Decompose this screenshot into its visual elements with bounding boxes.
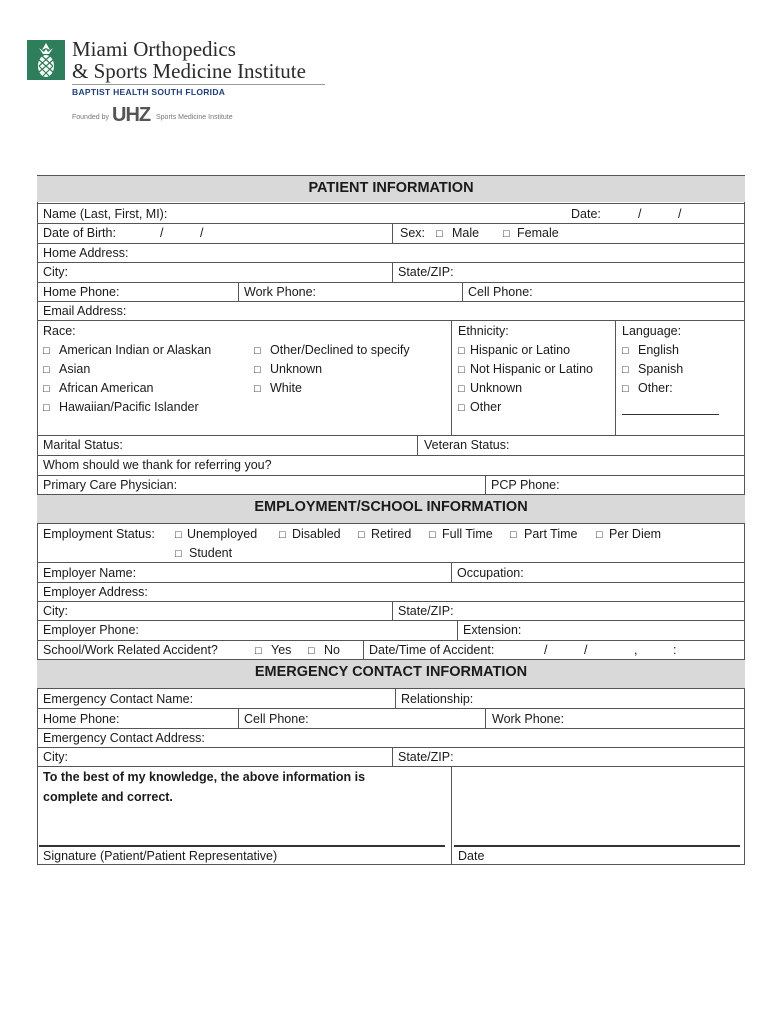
employment-status-label: Employment Status:: [43, 527, 155, 541]
employment-header: EMPLOYMENT/SCHOOL INFORMATION: [37, 495, 745, 523]
row-line: [37, 494, 745, 495]
emergency-name-label: Emergency Contact Name:: [43, 692, 194, 706]
emergency-header: EMERGENCY CONTACT INFORMATION: [37, 660, 745, 688]
row-line: [37, 455, 745, 456]
col-line: [395, 688, 396, 708]
referral-label: Whom should we thank for referring you?: [43, 458, 272, 472]
accident-no-option: No: [324, 643, 340, 657]
row-line: [37, 475, 745, 476]
race-checkbox[interactable]: □: [43, 364, 50, 376]
race-option: Hawaiian/Pacific Islander: [59, 400, 199, 414]
race-option: White: [270, 381, 302, 395]
logo-line-2: & Sports Medicine Institute: [72, 59, 306, 83]
state-zip-label: State/ZIP:: [398, 265, 454, 279]
col-line: [451, 320, 452, 435]
ethnicity-option: Unknown: [470, 381, 523, 395]
uhz-logo: UHZ: [112, 104, 151, 126]
row-line: [37, 320, 745, 321]
race-label: Race:: [43, 324, 76, 338]
signature-date-label: Date: [458, 849, 485, 863]
employment-checkbox[interactable]: □: [429, 529, 436, 541]
accident-date-slash: /: [544, 643, 548, 657]
language-other-line[interactable]: [622, 414, 719, 415]
accident-no-checkbox[interactable]: □: [308, 645, 315, 657]
race-checkbox[interactable]: □: [43, 345, 50, 357]
uhz-subtitle: Sports Medicine Institute: [156, 114, 233, 121]
race-option: Unknown: [270, 362, 323, 376]
race-option: Asian: [59, 362, 91, 376]
employment-option: Student: [189, 546, 233, 560]
accident-time-colon: :: [673, 643, 677, 657]
language-checkbox[interactable]: □: [622, 383, 629, 395]
home-phone-label: Home Phone:: [43, 285, 120, 299]
patient-info-header: PATIENT INFORMATION: [37, 176, 745, 202]
row-line: [37, 747, 745, 748]
ethnicity-label: Ethnicity:: [458, 324, 509, 338]
date-slash: /: [678, 207, 682, 221]
emergency-address-label: Emergency Contact Address:: [43, 731, 205, 745]
col-line: [457, 620, 458, 640]
emergency-cell-phone-label: Cell Phone:: [244, 712, 309, 726]
employment-option: Disabled: [292, 527, 341, 541]
col-line: [485, 708, 486, 728]
language-option: English: [638, 343, 679, 357]
col-line: [451, 562, 452, 582]
row-line: [37, 223, 745, 224]
employment-option: Part Time: [524, 527, 578, 541]
ethnicity-checkbox[interactable]: □: [458, 402, 465, 414]
accident-datetime-label: Date/Time of Accident:: [369, 643, 495, 657]
row-line: [37, 601, 745, 602]
race-checkbox[interactable]: □: [254, 383, 261, 395]
extension-label: Extension:: [463, 623, 522, 637]
date-slash: /: [638, 207, 642, 221]
language-label: Language:: [622, 324, 682, 338]
logo-divider: [72, 84, 325, 85]
home-address-label: Home Address:: [43, 246, 129, 260]
accident-date-slash: /: [584, 643, 588, 657]
name-field-label: Name (Last, First, MI):: [43, 207, 168, 221]
row-line: [37, 523, 745, 524]
ethnicity-checkbox[interactable]: □: [458, 383, 465, 395]
pineapple-icon: [27, 40, 65, 80]
col-line: [615, 320, 616, 435]
dob-slash: /: [160, 226, 164, 240]
employer-phone-label: Employer Phone:: [43, 623, 139, 637]
ethnicity-option: Other: [470, 400, 502, 414]
dob-slash: /: [200, 226, 204, 240]
col-line: [392, 223, 393, 243]
row-line: [37, 582, 745, 583]
col-line: [417, 435, 418, 455]
attestation-line-1: To the best of my knowledge, the above information is: [43, 770, 366, 784]
female-checkbox[interactable]: □: [503, 228, 510, 240]
occupation-label: Occupation:: [457, 566, 524, 580]
employment-checkbox[interactable]: □: [510, 529, 517, 541]
race-checkbox[interactable]: □: [43, 402, 50, 414]
employment-checkbox[interactable]: □: [358, 529, 365, 541]
row-line: [37, 203, 745, 204]
col-line: [451, 766, 452, 865]
male-option: Male: [452, 226, 480, 240]
language-option: Other:: [638, 381, 673, 395]
ethnicity-checkbox[interactable]: □: [458, 345, 465, 357]
race-option: Other/Declined to specify: [270, 343, 410, 357]
row-line: [37, 243, 745, 244]
race-checkbox[interactable]: □: [254, 364, 261, 376]
employer-address-label: Employer Address:: [43, 585, 148, 599]
col-line: [392, 747, 393, 766]
row-line: [37, 708, 745, 709]
city-label: City:: [43, 265, 68, 279]
male-checkbox[interactable]: □: [436, 228, 443, 240]
emergency-state-zip-label: State/ZIP:: [398, 750, 454, 764]
employer-city-label: City:: [43, 604, 68, 618]
col-line: [238, 282, 239, 301]
accident-time-comma: ,: [634, 643, 638, 657]
employment-checkbox[interactable]: □: [175, 529, 182, 541]
col-line: [462, 282, 463, 301]
col-line: [485, 475, 486, 494]
employment-option: Retired: [371, 527, 412, 541]
employment-checkbox[interactable]: □: [279, 529, 286, 541]
emergency-city-label: City:: [43, 750, 68, 764]
accident-label: School/Work Related Accident?: [43, 643, 218, 657]
row-line: [37, 766, 745, 767]
employment-checkbox[interactable]: □: [596, 529, 603, 541]
accident-yes-checkbox[interactable]: □: [255, 645, 262, 657]
row-line: [37, 301, 745, 302]
date-field-label: Date:: [571, 207, 601, 221]
language-option: Spanish: [638, 362, 684, 376]
row-line: [37, 640, 745, 641]
row-line: [37, 282, 745, 283]
row-line: [37, 728, 745, 729]
race-checkbox[interactable]: □: [254, 345, 261, 357]
work-phone-label: Work Phone:: [244, 285, 317, 299]
emergency-work-phone-label: Work Phone:: [492, 712, 565, 726]
veteran-status-label: Veteran Status:: [424, 438, 510, 452]
row-line: [37, 435, 745, 436]
logo-subtitle: BAPTIST HEALTH SOUTH FLORIDA: [72, 87, 226, 97]
employer-name-label: Employer Name:: [43, 566, 137, 580]
race-option: African American: [59, 381, 154, 395]
employment-option: Unemployed: [187, 527, 258, 541]
row-line: [37, 620, 745, 621]
pcp-label: Primary Care Physician:: [43, 478, 178, 492]
col-line: [238, 708, 239, 728]
language-checkbox[interactable]: □: [622, 364, 629, 376]
logo-line-1: Miami Orthopedics: [72, 37, 236, 61]
employment-option: Per Diem: [609, 527, 662, 541]
founded-by-label: Founded by: [72, 114, 109, 121]
marital-status-label: Marital Status:: [43, 438, 123, 452]
col-line: [392, 262, 393, 282]
row-line: [37, 562, 745, 563]
attestation-line-2: complete and correct.: [43, 790, 173, 804]
row-line: [37, 262, 745, 263]
col-line: [363, 640, 364, 659]
emergency-home-phone-label: Home Phone:: [43, 712, 120, 726]
dob-field-label: Date of Birth:: [43, 226, 116, 240]
race-checkbox[interactable]: □: [43, 383, 50, 395]
pcp-phone-label: PCP Phone:: [491, 478, 560, 492]
row-line: [37, 688, 745, 689]
accident-yes-option: Yes: [271, 643, 292, 657]
cell-phone-label: Cell Phone:: [468, 285, 533, 299]
sex-label: Sex:: [400, 226, 426, 240]
employer-state-zip-label: State/ZIP:: [398, 604, 454, 618]
relationship-label: Relationship:: [401, 692, 474, 706]
language-checkbox[interactable]: □: [622, 345, 629, 357]
ethnicity-checkbox[interactable]: □: [458, 364, 465, 376]
employment-checkbox[interactable]: □: [175, 548, 182, 560]
email-label: Email Address:: [43, 304, 127, 318]
date-line[interactable]: [454, 845, 740, 847]
col-line: [392, 601, 393, 620]
ethnicity-option: Hispanic or Latino: [470, 343, 571, 357]
row-line: [37, 659, 745, 660]
female-option: Female: [517, 226, 559, 240]
signature-line[interactable]: [39, 845, 445, 847]
ethnicity-option: Not Hispanic or Latino: [470, 362, 593, 376]
employment-option: Full Time: [442, 527, 493, 541]
signature-label: Signature (Patient/Patient Representative): [43, 849, 278, 863]
race-option: American Indian or Alaskan: [59, 343, 212, 357]
